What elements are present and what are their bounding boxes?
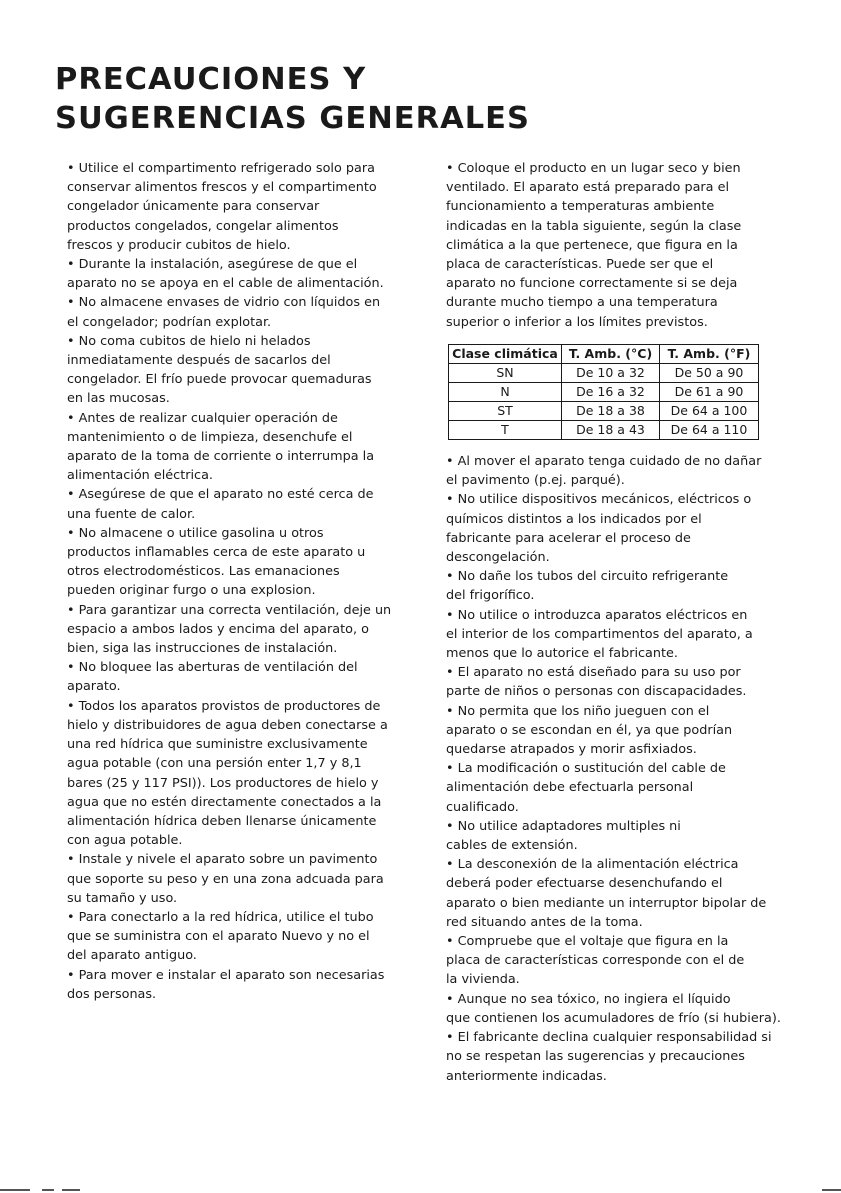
text-line: • El aparato no está diseñado para su uso por <box>446 665 741 681</box>
text-line: aparato. <box>67 679 121 695</box>
table-cell: De 50 a 90 <box>660 364 759 383</box>
text-line: que se suministra con el aparato Nuevo y no el <box>67 929 370 945</box>
text-line: productos congelados, congelar alimentos <box>67 218 339 234</box>
text-line: • Aunque no sea tóxico, no ingiera el líquido <box>446 991 731 1007</box>
text-line: cables de extensión. <box>446 838 578 854</box>
table-row <box>449 402 759 421</box>
text-line: inmediatamente después de sacarlos del <box>67 353 331 369</box>
text-line: placa de características. Puede ser que el <box>446 257 714 273</box>
table-cell: De 16 a 32 <box>562 383 660 402</box>
text-line: menos que lo autorice el fabricante. <box>446 646 678 662</box>
text-line: mantenimiento o de limpieza, desenchufe el <box>67 429 353 445</box>
text-line: parte de niños o personas con discapacidades. <box>446 684 747 700</box>
right-text-column-top <box>446 159 791 332</box>
text-line: alimentación debe efectuarla personal <box>446 780 694 796</box>
text-line: no se respetan las sugerencias y precauciones <box>446 1049 745 1065</box>
text-line: • El fabricante declina cualquier responsabilidad si <box>446 1030 772 1046</box>
text-line: aparato de la toma de corriente o interrumpa la <box>67 449 375 465</box>
text-line: una fuente de calor. <box>67 506 196 522</box>
text-line: • Durante la instalación, asegúrese de que el <box>67 257 358 273</box>
text-line: alimentación eléctrica. <box>67 468 213 484</box>
table-cell: De 64 a 110 <box>660 421 759 440</box>
text-line: durante mucho tiempo a una temperatura <box>446 295 718 311</box>
text-line: agua que no estén directamente conectados a la <box>67 794 382 810</box>
table-header-cell: T. Amb. (°C) <box>562 345 660 364</box>
text-line: con agua potable. <box>67 833 183 849</box>
text-line: el congelador; podrían explotar. <box>67 314 272 330</box>
text-line: aparato o se escondan en él, ya que podrían <box>446 722 733 738</box>
text-line: deberá poder efectuarse desenchufando el <box>446 876 723 892</box>
text-line: dos personas. <box>67 986 157 1002</box>
text-line: su tamaño y uso. <box>67 890 178 906</box>
text-line: • Para mover e instalar el aparato son necesarias <box>67 967 385 983</box>
text-line: • No permita que los niño jueguen con el <box>446 703 710 719</box>
text-line: aparato no funcione correctamente si se deja <box>446 276 738 292</box>
text-line: que soporte su peso y en una zona adcuada para <box>67 871 384 887</box>
text-line: alimentación hídrica deben llenarse únicamente <box>67 813 377 829</box>
text-line: • No utilice dispositivos mecánicos, eléctricos o <box>446 492 752 508</box>
text-line: • No utilice o introduzca aparatos eléctricos en <box>446 607 748 623</box>
text-line: la vivienda. <box>446 972 520 988</box>
text-line: que contienen los acumuladores de frío (si hubiera). <box>446 1010 781 1026</box>
text-line: placa de características corresponde con el de <box>446 953 745 969</box>
table-cell: De 18 a 38 <box>562 402 660 421</box>
text-line: pueden originar furgo o una explosion. <box>67 583 316 599</box>
edge-mark <box>62 1189 80 1191</box>
climate-class-table <box>448 344 759 440</box>
text-line: ventilado. El aparato está preparado para el <box>446 180 730 196</box>
text-line: productos inflamables cerca de este aparato u <box>67 545 366 561</box>
text-line: frescos y producir cubitos de hielo. <box>67 237 291 253</box>
text-line: • No dañe los tubos del circuito refrigerante <box>446 569 729 585</box>
text-line: • No almacene o utilice gasolina u otros <box>67 525 324 541</box>
table-row <box>449 421 759 440</box>
text-line: • Todos los aparatos provistos de productores de <box>67 698 381 714</box>
text-line: aparato no se apoya en el cable de alimentación. <box>67 276 384 292</box>
text-line: espacio a ambos lados y encima del aparato, o <box>67 621 369 637</box>
page-title-line-1: PRECAUCIONES Y <box>55 62 367 97</box>
table-row <box>449 383 759 402</box>
text-line: • Utilice el compartimento refrigerado solo para <box>67 161 375 176</box>
table-cell: SN <box>449 364 562 383</box>
table-cell: De 64 a 100 <box>660 402 759 421</box>
text-line: bares (25 y 117 PSI)). Los productores de hielo y <box>67 775 379 791</box>
text-line: • Antes de realizar cualquier operación de <box>67 410 338 426</box>
page-title <box>55 60 530 138</box>
page-title-line-2: SUGERENCIAS GENERALES <box>55 101 530 136</box>
text-line: • Compruebe que el voltaje que figura en la <box>446 934 729 950</box>
text-line: quedarse atrapados y morir asfixiados. <box>446 742 697 758</box>
text-line: superior o inferior a los límites previstos. <box>446 314 708 330</box>
table-header-row <box>449 345 759 364</box>
text-line: indicadas en la tabla siguiente, según la clase <box>446 218 742 234</box>
text-line: otros electrodomésticos. Las emanaciones <box>67 564 340 580</box>
right-text-column-bottom <box>446 452 791 1086</box>
table-header-cell: Clase climática <box>449 345 562 364</box>
page-edge-marks <box>0 1187 841 1193</box>
text-line: fabricante para acelerar el proceso de <box>446 530 691 546</box>
text-line: climática a la que pertenece, que figura en la <box>446 237 738 253</box>
text-line: en las mucosas. <box>67 391 170 407</box>
text-line: agua potable (con una persión enter 1,7 y 8,1 <box>67 756 362 772</box>
text-line: una red hídrica que suministre exclusivamente <box>67 737 368 753</box>
table-cell: ST <box>449 402 562 421</box>
text-line: • No utilice adaptadores multiples ni <box>446 818 681 834</box>
text-line: red situando antes de la toma. <box>446 914 643 930</box>
text-line: congelador únicamente para conservar <box>67 199 320 215</box>
text-line: cualificado. <box>446 799 519 815</box>
text-line: • No almacene envases de vidrio con líquidos en <box>67 295 381 311</box>
text-line: • Para conectarlo a la red hídrica, utilice el tubo <box>67 909 374 925</box>
text-line: funcionamiento a temperaturas ambiente <box>446 199 715 215</box>
table-row <box>449 364 759 383</box>
text-line: químicos distintos a los indicados por el <box>446 511 702 527</box>
text-line: • Al mover el aparato tenga cuidado de no dañar <box>446 454 762 469</box>
text-line: el interior de los compartimentos del aparato, a <box>446 626 753 642</box>
text-line: el pavimento (p.ej. parqué). <box>446 473 625 489</box>
text-line: • Instale y nivele el aparato sobre un pavimento <box>67 852 378 868</box>
text-line: • No bloquee las aberturas de ventilación del <box>67 660 358 676</box>
text-line: anteriormente indicadas. <box>446 1068 607 1084</box>
text-line: descongelación. <box>446 550 550 566</box>
edge-mark <box>822 1189 841 1191</box>
table-header-cell: T. Amb. (°F) <box>660 345 759 364</box>
table-cell: T <box>449 421 562 440</box>
text-line: aparato o bien mediante un interruptor bipolar de <box>446 895 767 911</box>
text-line: bien, siga las instrucciones de instalación. <box>67 641 338 657</box>
text-line: del frigorífico. <box>446 588 535 604</box>
table-cell: De 10 a 32 <box>562 364 660 383</box>
text-line: • Para garantizar una correcta ventilación, deje un <box>67 602 392 618</box>
text-line: conservar alimentos frescos y el compartimento <box>67 180 377 196</box>
table-cell: De 18 a 43 <box>562 421 660 440</box>
edge-mark <box>0 1189 30 1191</box>
table-cell: N <box>449 383 562 402</box>
text-line: • La desconexión de la alimentación eléctrica <box>446 857 739 873</box>
text-line: • No coma cubitos de hielo ni helados <box>67 333 311 349</box>
text-line: • Coloque el producto en un lugar seco y bien <box>446 161 741 176</box>
left-text-column <box>67 159 412 1004</box>
text-line: del aparato antiguo. <box>67 948 197 964</box>
table-cell: De 61 a 90 <box>660 383 759 402</box>
text-line: • La modificación o sustitución del cable de <box>446 761 726 777</box>
text-line: hielo y distribuidores de agua deben conectarse a <box>67 717 388 733</box>
text-line: congelador. El frío puede provocar quemaduras <box>67 372 372 388</box>
text-line: • Asegúrese de que el aparato no esté cerca de <box>67 487 374 503</box>
edge-mark <box>42 1189 54 1191</box>
